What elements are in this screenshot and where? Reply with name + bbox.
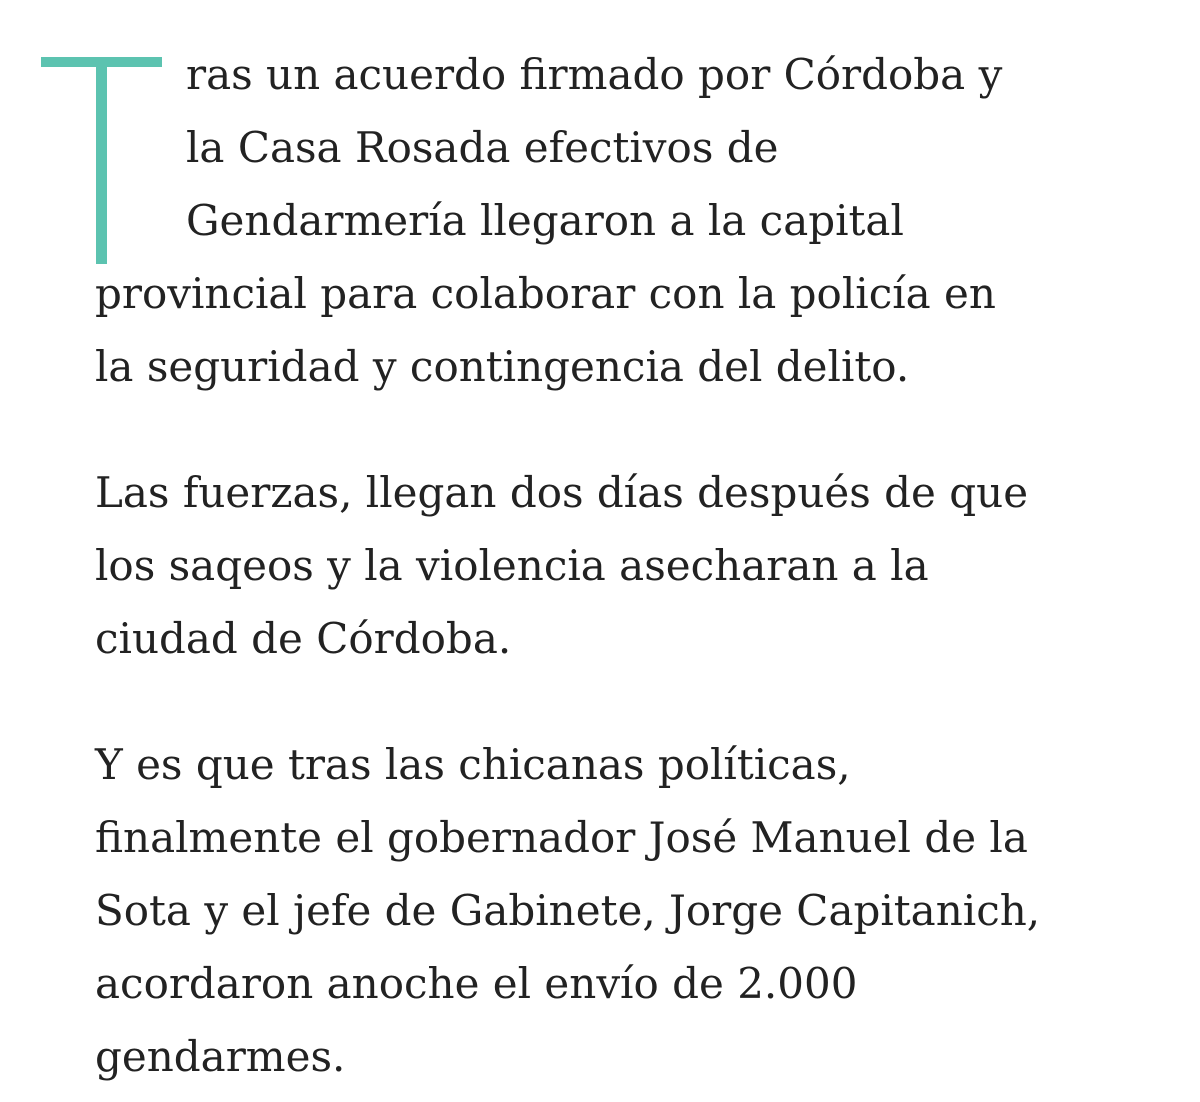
paragraph-line: provincial para colaborar con la policía en	[95, 269, 996, 318]
drop-cap-stem	[96, 57, 107, 264]
paragraph-2	[95, 456, 1155, 675]
paragraph-line: los saqeos y la violencia asecharan a la	[95, 541, 929, 590]
paragraph-line: ciudad de Córdoba.	[95, 614, 512, 663]
paragraph-line: Y es que tras las chicanas políticas,	[95, 740, 851, 789]
paragraph-line: acordaron anoche el envío de 2.000	[95, 959, 858, 1008]
article-body	[95, 38, 1155, 1093]
paragraph-3	[95, 728, 1155, 1093]
paragraph-line: ras un acuerdo firmado por Córdoba y	[186, 50, 1003, 99]
paragraph-line: la seguridad y contingencia del delito.	[95, 342, 910, 391]
paragraph-line: Sota y el jefe de Gabinete, Jorge Capitanich,	[95, 886, 1041, 935]
drop-cap-letter	[41, 57, 162, 264]
paragraph-line: Gendarmería llegaron a la capital	[186, 196, 904, 245]
paragraph-line: finalmente el gobernador José Manuel de la	[95, 813, 1028, 862]
paragraph-line: Las fuerzas, llegan dos días después de que	[95, 468, 1029, 517]
paragraph-line: gendarmes.	[95, 1032, 346, 1081]
paragraph-line: la Casa Rosada efectivos de	[186, 123, 779, 172]
paragraph-1	[95, 38, 1155, 403]
